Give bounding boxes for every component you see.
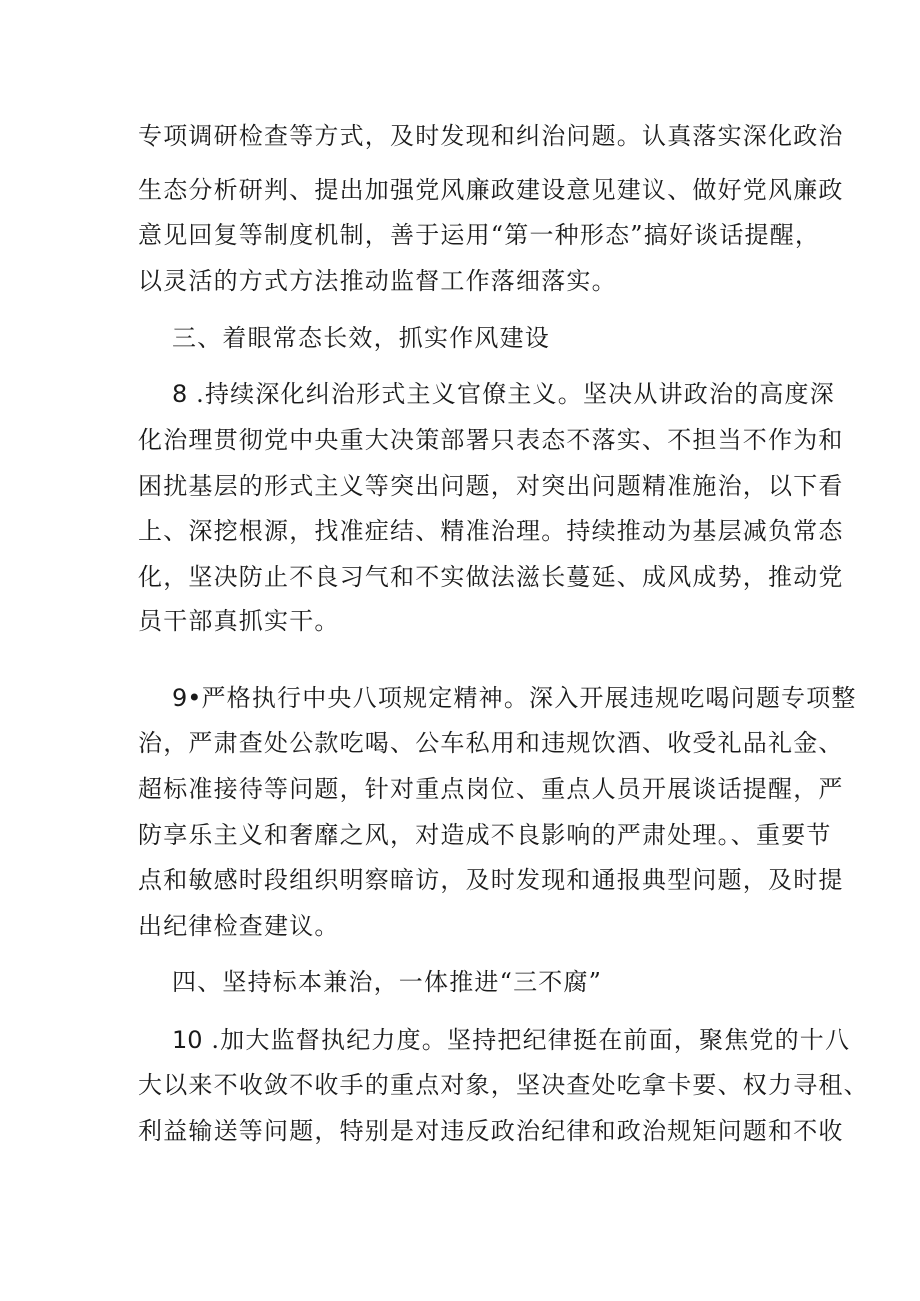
item-10-number: 10 bbox=[172, 1026, 203, 1054]
paragraph-line: 出纪律检查建议。 bbox=[138, 912, 340, 940]
paragraph-line: 员干部真抓实干。 bbox=[138, 607, 340, 635]
paragraph-line: 大以来不收敛不收手的重点对象，坚决查处吃拿卡要、权力寻租、 bbox=[138, 1071, 869, 1099]
item-9-number: 9• bbox=[172, 684, 202, 712]
paragraph-line: 防享乐主义和奢靡之风，对造成不良影响的严肃处理。、重要节 bbox=[138, 821, 832, 849]
paragraph-line: 生态分析研判、提出加强党风廉政建设意见建议、做好党风廉政 bbox=[138, 176, 844, 204]
paragraph-line: 利益输送等问题，特别是对违反政治纪律和政治规矩问题和不收 bbox=[138, 1117, 844, 1145]
paragraph-line: 困扰基层的形式主义等突出问题，对突出问题精准施治，以下看 bbox=[138, 472, 844, 500]
paragraph-line: 以灵活的方式方法推动监督工作落细落实。 bbox=[138, 267, 617, 295]
paragraph-line: 化，坚决防止不良习气和不实做法滋长蔓延、成风成势，推动党 bbox=[138, 563, 844, 591]
item-8-first-line bbox=[172, 378, 835, 410]
section-heading-4: 四、坚持标本兼治，一体推进“三不腐” bbox=[172, 968, 603, 996]
section-heading-3: 三、着眼常态长效，抓实作风建设 bbox=[172, 324, 550, 352]
paragraph-line: 点和敏感时段组织明察暗访，及时发现和通报典型问题，及时提 bbox=[138, 866, 844, 894]
item-10-first-line bbox=[172, 1024, 850, 1056]
paragraph-line: 治，严肃查处公款吃喝、公车私用和违规饮酒、收受礼品礼金、 bbox=[138, 729, 844, 757]
paragraph-line: 意见回复等制度机制，善于运用“第一种形态”搞好谈话提醒， bbox=[138, 221, 821, 249]
item-9-lead-text: 严格执行中央八项规定精神。深入开展违规吃喝问题专项整 bbox=[201, 684, 857, 712]
paragraph-line: 专项调研检查等方式，及时发现和纠治问题。认真落实深化政治 bbox=[138, 122, 844, 150]
item-8-lead-text: .持续深化纠治形式主义官僚主义。坚决从讲政治的高度深 bbox=[187, 380, 835, 408]
item-8-number: 8 bbox=[172, 380, 188, 408]
item-9-first-line bbox=[172, 682, 857, 714]
item-10-lead-text: .加大监督执纪力度。坚持把纪律挺在前面，聚焦党的十八 bbox=[202, 1026, 851, 1054]
paragraph-line: 上、深挖根源，找准症结、精准治理。持续推动为基层减负常态 bbox=[138, 517, 844, 545]
paragraph-line: 超标准接待等问题，针对重点岗位、重点人员开展谈话提醒，严 bbox=[138, 775, 844, 803]
paragraph-line: 化治理贯彻党中央重大决策部署只表态不落实、不担当不作为和 bbox=[138, 426, 844, 454]
